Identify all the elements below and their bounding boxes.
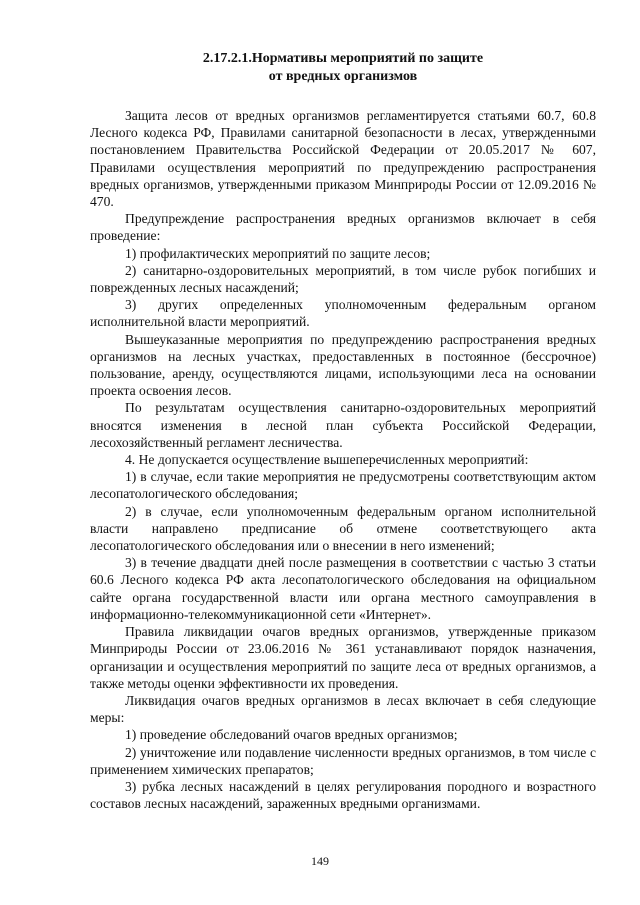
paragraph: 4. Не допускается осуществление вышеперечисленных мероприятий: (125, 452, 529, 468)
list-item: 1) в случае, если такие мероприятия не предусмотрены соответствующим актом лесопатологического обследования; (90, 469, 596, 502)
list-item: 1) проведение обследований очагов вредных организмов; (125, 727, 458, 743)
paragraph: Предупреждение распространения вредных организмов включает в себя проведение: (90, 211, 596, 244)
page-number: 149 (311, 854, 329, 868)
paragraph: Вышеуказанные мероприятия по предупреждению распространения вредных организмов на лесных участках, предоставленных в постоянное (бессрочное) пользование, аренду, осуществляются лицами, использующими леса на основании проекта освоения лесов. (90, 331, 596, 399)
section-heading (90, 50, 596, 86)
list-item: 2) в случае, если уполномоченным федеральным органом исполнительной власти направлено предписание об отмене соответствующего акта лесопатологического обследования или о внесении в него изменений; (90, 503, 596, 554)
section-heading-line-2: от вредных организмов (268, 69, 418, 84)
list-item: 3) в течение двадцати дней после размещения в соответствии с частью 3 статьи 60.6 Лесного кодекса РФ акта лесопатологического обследования на официальном сайте органа государственной власти или органа местного самоуправления в информационно-телекоммуникационной сети «Интернет». (90, 555, 596, 622)
body-text (90, 107, 596, 812)
list-item: 2) уничтожение или подавление численности вредных организмов, в том числе с применением химических препаратов; (90, 744, 596, 777)
list-item: 1) профилактических мероприятий по защите лесов; (125, 245, 431, 261)
list-item: 3) других определенных уполномоченным федеральным органом исполнительной власти мероприятий. (90, 297, 596, 330)
section-heading-line-1: 2.17.2.1.Нормативы мероприятий по защите (202, 51, 484, 66)
paragraph: Защита лесов от вредных организмов регламентируется статьями 60.7, 60.8 Лесного кодекса РФ, Правилами санитарной безопасности в лесах, утвержденными постановлением Правительства Российской Федерации от 20.05.2017 № 607, Правилами осуществления мероприятий по предупреждению распространения вредных организмов, утвержденными приказом Минприроды России от 12.09.2016 № 470. (90, 108, 596, 210)
list-item: 3) рубка лесных насаждений в целях регулирования породного и возрастного составов лесных насаждений, зараженных вредными организмами. (90, 778, 596, 812)
paragraph: По результатам осуществления санитарно-оздоровительных мероприятий вносятся изменения в лесной план субъекта Российской Федерации, лесохозяйственный регламент лесничества. (90, 400, 596, 450)
list-item: 2) санитарно-оздоровительных мероприятий, в том числе рубок погибших и поврежденных лесных насаждений; (90, 262, 596, 296)
document-page (90, 50, 596, 812)
paragraph: Ликвидация очагов вредных организмов в лесах включает в себя следующие меры: (90, 692, 596, 726)
paragraph: Правила ликвидации очагов вредных организмов, утвержденные приказом Минприроды России от 23.06.2016 № 361 устанавливают порядок назначения, организации и осуществления мероприятий по защите леса от вредных организмов, а также методы оценки эффективности их проведения. (90, 624, 596, 691)
